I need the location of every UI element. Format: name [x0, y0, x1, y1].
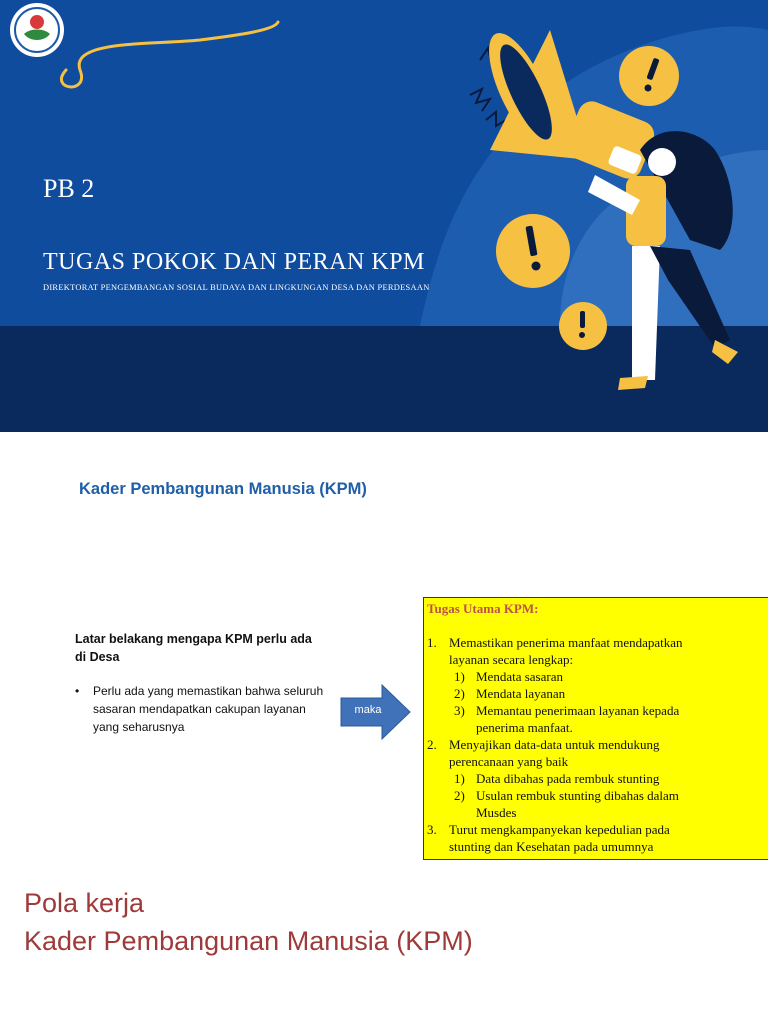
megaphone-icon — [476, 25, 658, 183]
task-text: Memantau penerimaan layanan kepada — [476, 703, 680, 718]
task-text: Mendata sasaran — [476, 669, 563, 684]
footer-line-1: Pola kerja — [24, 888, 145, 918]
task-text: Data dibahas pada rembuk stunting — [476, 771, 660, 786]
session-code: PB 2 — [43, 174, 95, 203]
task-number: 1) — [454, 771, 465, 786]
footer-line-2: Kader Pembangunan Manusia (KPM) — [24, 926, 473, 956]
alert-icon — [496, 214, 570, 288]
task-text: penerima manfaat. — [476, 720, 573, 735]
megaphone-illustration — [0, 0, 768, 432]
task-number: 3) — [454, 703, 465, 718]
task-text: Menyajikan data-data untuk mendukung — [449, 737, 660, 752]
task-number: 1. — [427, 635, 437, 650]
task-text: perencanaan yang baik — [449, 754, 569, 769]
title-slide — [0, 0, 768, 432]
task-text: Turut mengkampanyekan kepedulian pada — [449, 822, 670, 837]
task-text: Memastikan penerima manfaat mendapatkan — [449, 635, 683, 650]
footer-title — [24, 884, 473, 960]
main-tasks-box — [423, 597, 768, 860]
ministry-logo-icon — [10, 3, 64, 57]
slide-subtitle: DIREKTORAT PENGEMBANGAN SOSIAL BUDAYA DAN LINGKUNGAN DESA DAN PERDESAAN — [43, 283, 430, 292]
box-heading: Tugas Utama KPM: — [427, 601, 539, 616]
alert-icon — [559, 302, 607, 350]
arrow-label: maka — [354, 704, 382, 716]
alert-icon — [619, 46, 679, 106]
bullet-dot: • — [75, 684, 80, 698]
task-text: stunting dan Kesehatan pada umumnya — [449, 839, 654, 854]
task-number: 3. — [427, 822, 437, 837]
section-heading: Kader Pembangunan Manusia (KPM) — [79, 480, 367, 498]
slide-title: TUGAS POKOK DAN PERAN KPM — [43, 249, 425, 275]
task-number: 1) — [454, 669, 465, 684]
task-text: Mendata layanan — [476, 686, 566, 701]
task-number: 2) — [454, 686, 465, 701]
task-number: 2. — [427, 737, 437, 752]
task-text: Musdes — [476, 805, 517, 820]
bullet-text: Perlu ada yang memastikan bahwa seluruh sasaran mendapatkan cakupan layanan yang seharusnya — [93, 684, 324, 734]
task-text: Usulan rembuk stunting dibahas dalam — [476, 788, 679, 803]
task-text: layanan secara lengkap: — [449, 652, 574, 667]
background-question: Latar belakang mengapa KPM perlu ada di Desa — [75, 632, 312, 664]
task-number: 2) — [454, 788, 465, 803]
